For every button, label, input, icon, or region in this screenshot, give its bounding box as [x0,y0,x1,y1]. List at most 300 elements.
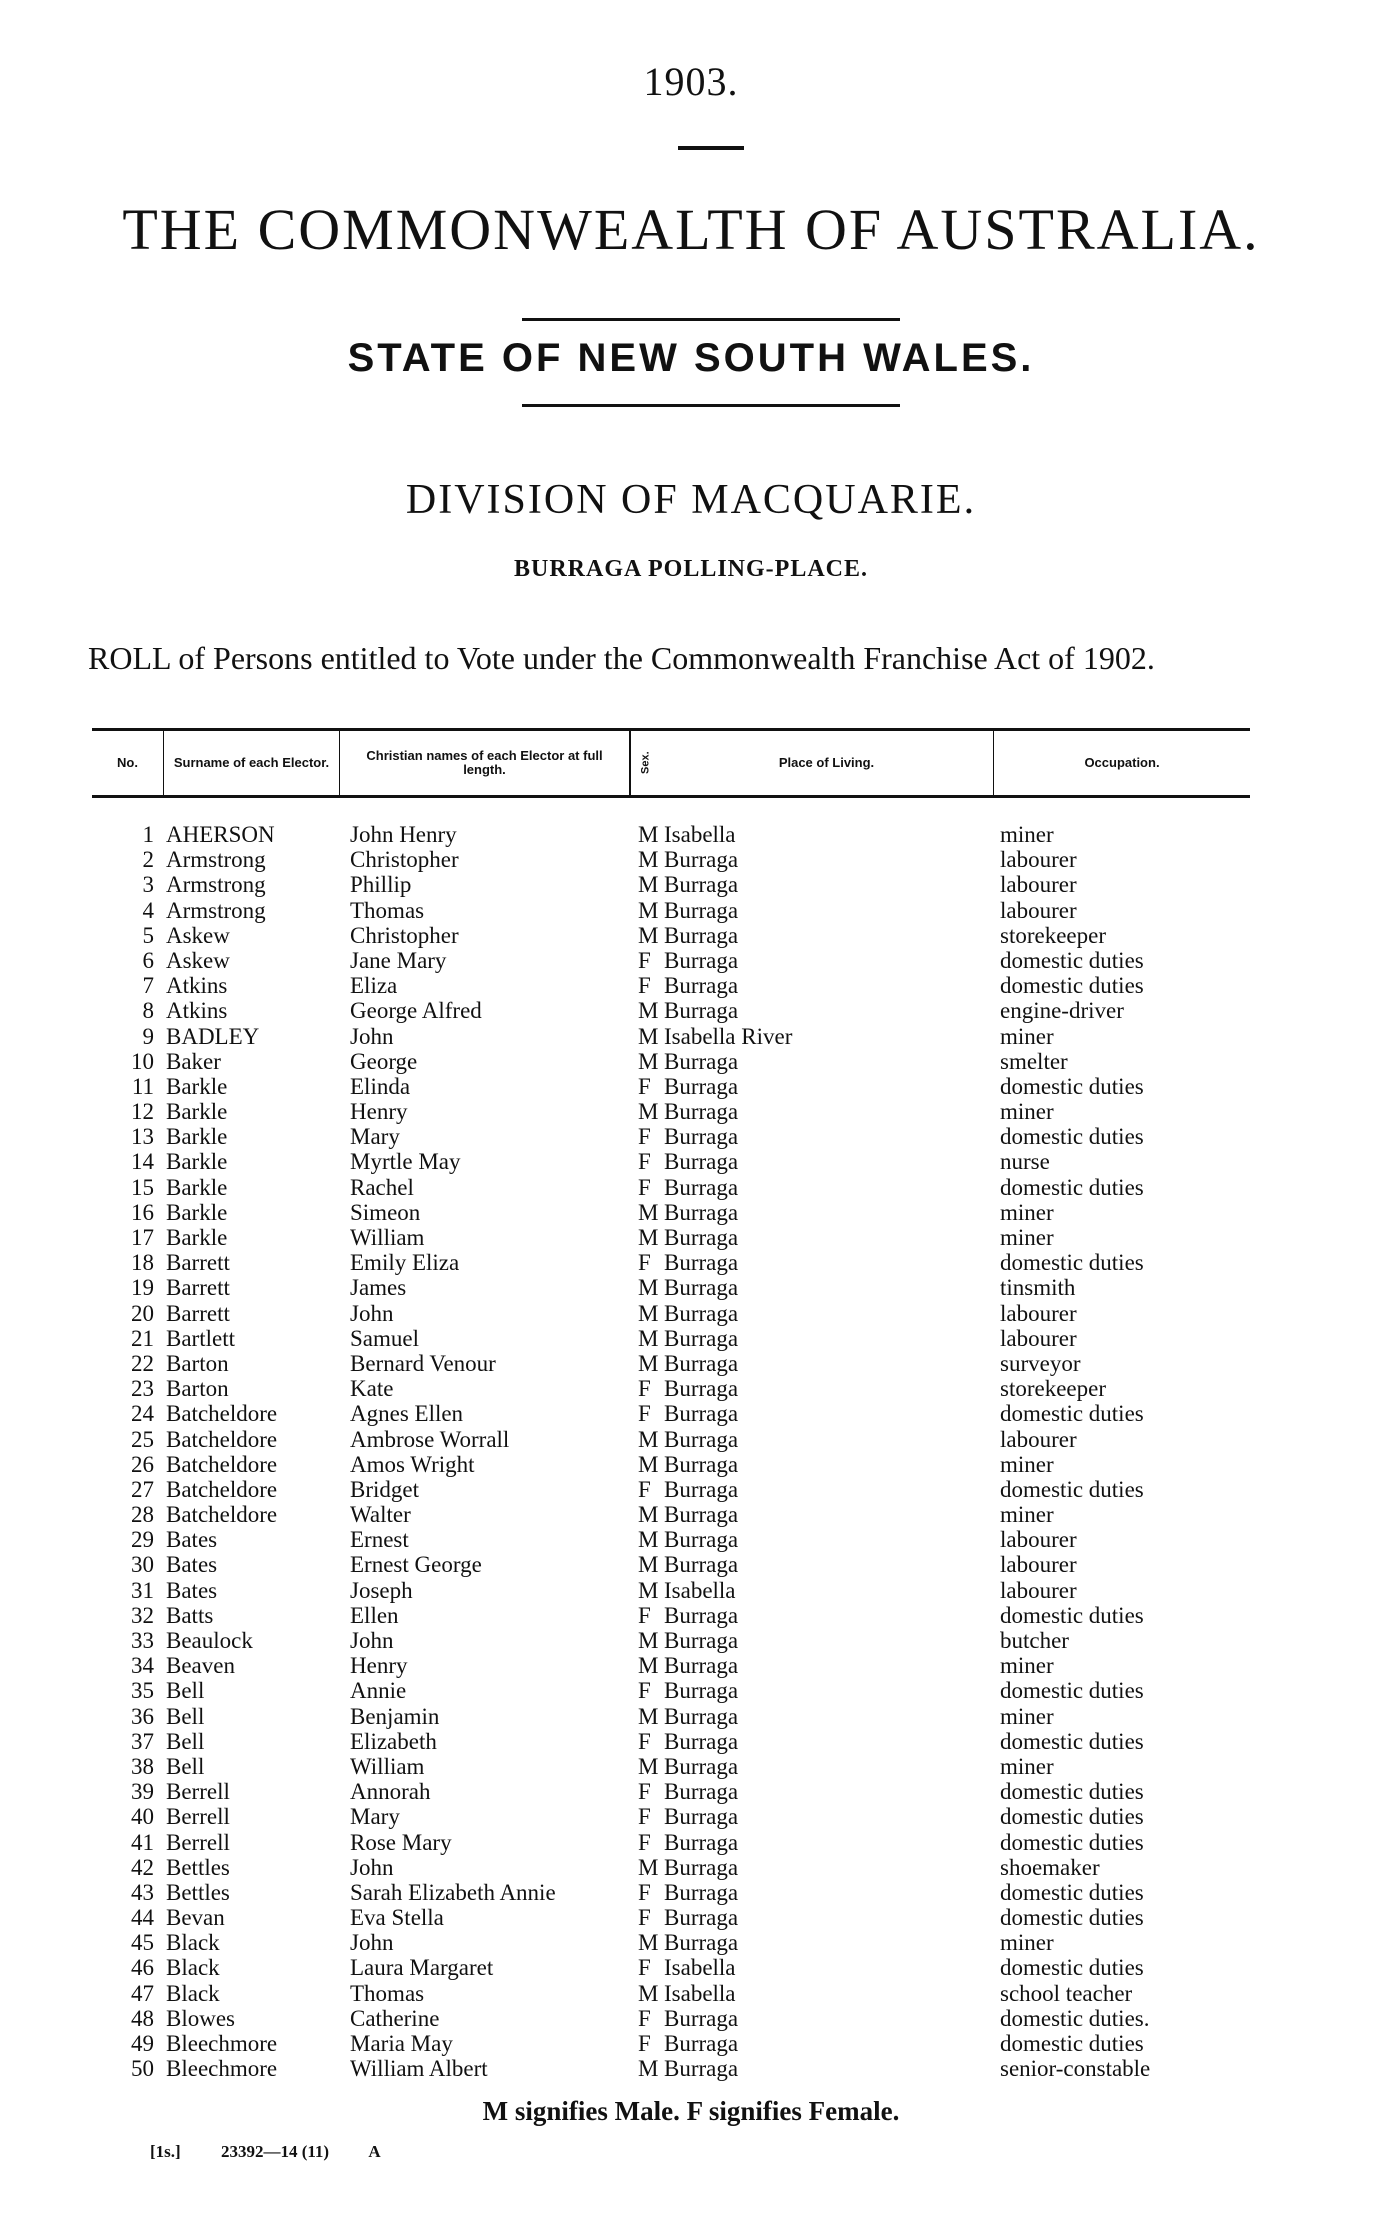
roll-title: ROLL of Persons entitled to Vote under the Commonwealth Franchise Act of 1902. [88,640,1155,676]
christian-names-cell: Agnes Ellen [350,1401,464,1427]
row-number-cell: 18 [131,1250,154,1276]
surname-cell: Barrett [166,1300,230,1326]
christian-names-cell: Ernest George [350,1552,482,1578]
place-of-living-cell: Burraga [664,1804,739,1830]
row-number-cell: 27 [131,1476,154,1502]
job-number: 23392—14 (11) [220,2142,330,2161]
occupation-cell: miner [1000,1930,1054,1956]
place-of-living-cell: Burraga [664,1905,739,1931]
table-row [92,1225,1250,1250]
christian-names-cell: Benjamin [350,1703,440,1729]
occupation-cell: miner [1000,1225,1054,1250]
christian-names-cell: Henry [350,1099,408,1125]
occupation-cell: storekeeper [1000,922,1106,948]
surname-cell: Barton [166,1350,229,1376]
christian-names-cell: Jane Mary [350,947,447,973]
occupation-cell: domestic duties [1000,1073,1144,1099]
row-number-cell: 4 [142,897,154,923]
surname-cell: AHERSON [166,822,275,847]
occupation-cell: miner [1000,1653,1054,1679]
table-row [92,2031,1250,2056]
row-number-cell: 12 [131,1099,154,1125]
christian-names-cell: Christopher [350,922,459,948]
row-number-cell: 6 [142,947,154,973]
table-row [92,1024,1250,1049]
place-of-living-cell: Burraga [664,1048,739,1074]
place-of-living-cell: Burraga [664,1476,739,1502]
christian-names-cell: Amos Wright [350,1451,475,1477]
sex-cell: M [638,1552,659,1578]
surname-cell: Bleechmore [166,2056,278,2082]
row-number-cell: 8 [142,998,154,1024]
row-number-cell: 46 [131,1955,154,1981]
row-number-cell: 35 [131,1678,154,1704]
sex-cell: M [638,1048,659,1074]
surname-cell: Askew [166,947,230,973]
place-of-living-cell: Burraga [664,872,739,898]
sex-cell: M [638,1527,659,1553]
occupation-cell: miner [1000,1099,1054,1125]
sex-cell: M [638,1628,659,1653]
printer-imprint [150,2142,417,2162]
surname-cell: Bettles [166,1854,230,1880]
christian-names-cell: George Alfred [350,998,482,1024]
christian-names-cell: Henry [350,1653,408,1679]
occupation-cell: labourer [1000,847,1077,873]
christian-names-cell: Thomas [350,1980,425,2006]
christian-names-cell: John Henry [350,822,457,847]
sex-cell: M [638,1426,659,1452]
row-number-cell: 15 [131,1174,154,1200]
occupation-cell: labourer [1000,1325,1077,1351]
table-row [92,1477,1250,1502]
row-number-cell: 20 [131,1300,154,1326]
row-number-cell: 34 [131,1653,154,1679]
sex-cell: F [638,1174,651,1200]
sheet-letter: A [368,2142,381,2161]
surname-cell: Barkle [166,1174,228,1200]
row-number-cell: 14 [131,1149,154,1175]
christian-names-cell: John [350,1854,394,1880]
sex-cell: F [638,1376,651,1402]
christian-names-cell: Rachel [350,1174,414,1200]
surname-cell: Blowes [166,2005,235,2031]
division-title: DIVISION OF MACQUARIE. [405,477,977,523]
christian-names-cell: Maria May [350,2031,453,2056]
surname-cell: Black [166,1980,220,2006]
occupation-cell: labourer [1000,1552,1077,1578]
place-of-living-cell: Burraga [664,1225,739,1250]
sex-cell: F [638,1678,651,1704]
christian-names-cell: Laura Margaret [350,1955,494,1981]
table-row [92,1049,1250,1074]
place-of-living-cell: Burraga [664,1653,739,1679]
row-number-cell: 24 [131,1401,154,1427]
place-of-living-cell: Burraga [664,1325,739,1351]
place-of-living-cell: Burraga [664,973,739,999]
col-header-sex: Sex. [630,731,660,795]
col-header-occupation: Occupation. [1084,754,1160,770]
occupation-cell: labourer [1000,1527,1077,1553]
sex-cell: M [638,922,659,948]
place-of-living-cell: Burraga [664,1401,739,1427]
place-of-living-cell: Burraga [664,2005,739,2031]
table-row [92,973,1250,998]
christian-names-cell: William Albert [350,2056,488,2082]
occupation-cell: domestic duties [1000,1174,1144,1200]
row-number-cell: 47 [131,1980,154,2006]
table-row [92,1301,1250,1326]
surname-cell: Bartlett [166,1325,235,1351]
place-of-living-cell: Isabella [664,1955,736,1981]
row-number-cell: 41 [131,1829,154,1855]
christian-names-cell: Walter [350,1502,411,1528]
place-of-living-cell: Burraga [664,1099,739,1125]
polling-place-title: BURRAGA POLLING-PLACE. [513,556,869,582]
sex-cell: F [638,1955,651,1981]
sex-cell: F [638,1149,651,1175]
surname-cell: Black [166,1955,220,1981]
surname-cell: Armstrong [166,872,266,898]
occupation-cell: labourer [1000,897,1077,923]
row-number-cell: 21 [131,1325,154,1351]
divider-rule [678,146,744,150]
sex-cell: F [638,1829,651,1855]
christian-names-cell: George [350,1048,418,1074]
row-number-cell: 29 [131,1527,154,1553]
sex-cell: M [638,1854,659,1880]
table-row [92,1149,1250,1174]
table-row [92,1905,1250,1930]
place-of-living-cell: Isabella [664,1980,736,2006]
table-row [92,1653,1250,1678]
table-row [92,948,1250,973]
christian-names-cell: Ambrose Worrall [350,1426,510,1452]
christian-names-cell: Ellen [350,1602,399,1628]
surname-cell: Bettles [166,1879,230,1905]
place-of-living-cell: Burraga [664,1376,739,1402]
surname-cell: Berrell [166,1779,230,1805]
occupation-cell: domestic duties [1000,947,1144,973]
table-row [92,1930,1250,1955]
place-of-living-cell: Burraga [664,947,739,973]
sex-cell: M [638,1325,659,1351]
table-row [92,1452,1250,1477]
sex-cell: M [638,1653,659,1679]
christian-names-cell: Christopher [350,847,459,873]
surname-cell: BADLEY [166,1023,260,1049]
row-number-cell: 23 [131,1376,154,1402]
table-row [92,1704,1250,1729]
occupation-cell: labourer [1000,1300,1077,1326]
christian-names-cell: Samuel [350,1325,419,1351]
row-number-cell: 17 [131,1225,154,1250]
place-of-living-cell: Burraga [664,1703,739,1729]
place-of-living-cell: Burraga [664,847,739,873]
surname-cell: Barkle [166,1225,228,1250]
sex-legend-note: M signifies Male. F signifies Female. [482,2096,900,2126]
place-of-living-cell: Isabella [664,1577,736,1603]
table-row [92,1804,1250,1829]
sex-cell: F [638,1779,651,1805]
occupation-cell: school teacher [1000,1980,1133,2006]
place-of-living-cell: Burraga [664,1124,739,1150]
sex-cell: M [638,897,659,923]
surname-cell: Batcheldore [166,1502,278,1528]
table-row [92,1981,1250,2006]
place-of-living-cell: Burraga [664,1728,739,1754]
row-number-cell: 11 [131,1073,154,1099]
sex-cell: M [638,1275,659,1301]
christian-names-cell: Bernard Venour [350,1350,496,1376]
christian-names-cell: Kate [350,1376,394,1402]
table-row [92,1074,1250,1099]
row-number-cell: 33 [131,1628,154,1653]
christian-names-cell: John [350,1300,394,1326]
surname-cell: Bell [166,1703,205,1729]
place-of-living-cell: Burraga [664,2056,739,2082]
sex-cell: M [638,1502,659,1528]
surname-cell: Berrell [166,1804,230,1830]
sex-cell: M [638,1300,659,1326]
occupation-cell: domestic duties [1000,1250,1144,1276]
row-number-cell: 25 [131,1426,154,1452]
place-of-living-cell: Burraga [664,1149,739,1175]
row-number-cell: 48 [131,2005,154,2031]
surname-cell: Barkle [166,1149,228,1175]
sex-cell: M [638,1577,659,1603]
table-row [92,2056,1250,2081]
sex-cell: M [638,1199,659,1225]
christian-names-cell: John [350,1930,394,1956]
row-number-cell: 16 [131,1199,154,1225]
table-row [92,872,1250,897]
sex-cell: M [638,998,659,1024]
col-header-no: No. [92,731,164,795]
occupation-cell: shoemaker [1000,1854,1100,1880]
place-of-living-cell: Burraga [664,1350,739,1376]
row-number-cell: 45 [131,1930,154,1956]
surname-cell: Baker [166,1048,221,1074]
christian-names-cell: James [350,1275,407,1301]
table-row [92,898,1250,923]
christian-names-cell: Elinda [350,1073,411,1099]
sex-cell: M [638,822,659,847]
place-of-living-cell: Burraga [664,1628,739,1653]
surname-cell: Barrett [166,1250,230,1276]
christian-names-cell: William [350,1753,425,1779]
surname-cell: Bell [166,1728,205,1754]
table-row [92,1326,1250,1351]
sex-cell: F [638,1124,651,1150]
sex-cell: F [638,1401,651,1427]
row-number-cell: 49 [131,2031,154,2056]
occupation-cell: domestic duties [1000,1779,1144,1805]
place-of-living-cell: Burraga [664,1829,739,1855]
table-row [92,1200,1250,1225]
printer-code: [1s.] [150,2142,181,2161]
row-number-cell: 3 [142,872,154,898]
row-number-cell: 36 [131,1703,154,1729]
christian-names-cell: John [350,1023,394,1049]
place-of-living-cell: Burraga [664,2031,739,2056]
surname-cell: Armstrong [166,897,266,923]
table-row [92,1099,1250,1124]
occupation-cell: surveyor [1000,1350,1081,1376]
place-of-living-cell: Burraga [664,1678,739,1704]
occupation-cell: domestic duties [1000,1476,1144,1502]
table-row [92,923,1250,948]
table-row [92,998,1250,1023]
table-row [92,1955,1250,1980]
row-number-cell: 19 [131,1275,154,1301]
place-of-living-cell: Burraga [664,1879,739,1905]
christian-names-cell: Mary [350,1804,400,1830]
table-row [92,1678,1250,1703]
occupation-cell: domestic duties [1000,1905,1144,1931]
surname-cell: Bleechmore [166,2031,278,2056]
christian-names-cell: John [350,1628,394,1653]
sex-cell: M [638,1703,659,1729]
row-number-cell: 13 [131,1124,154,1150]
place-of-living-cell: Burraga [664,897,739,923]
surname-cell: Black [166,1930,220,1956]
table-row [92,1124,1250,1149]
christian-names-cell: Myrtle May [350,1149,461,1175]
christian-names-cell: Eliza [350,973,398,999]
occupation-cell: miner [1000,1023,1054,1049]
occupation-cell: domestic duties [1000,1678,1144,1704]
row-number-cell: 31 [131,1577,154,1603]
place-of-living-cell: Burraga [664,1930,739,1956]
row-number-cell: 44 [131,1905,154,1931]
place-of-living-cell: Isabella River [664,1023,793,1049]
occupation-cell: labourer [1000,872,1077,898]
table-row [92,1754,1250,1779]
table-row [92,1603,1250,1628]
occupation-cell: labourer [1000,1577,1077,1603]
christian-names-cell: William [350,1225,425,1250]
christian-names-cell: Joseph [350,1577,413,1603]
christian-names-cell: Bridget [350,1476,419,1502]
place-of-living-cell: Isabella [664,822,736,847]
row-number-cell: 32 [131,1602,154,1628]
occupation-cell: smelter [1000,1048,1068,1074]
surname-cell: Bell [166,1678,205,1704]
table-row [92,1275,1250,1300]
sex-cell: F [638,1879,651,1905]
table-row [92,2006,1250,2031]
place-of-living-cell: Burraga [664,1779,739,1805]
table-row [92,1830,1250,1855]
sex-cell: F [638,1073,651,1099]
table-row [92,1502,1250,1527]
row-number-cell: 50 [131,2056,154,2082]
table-row [92,1552,1250,1577]
table-row [92,847,1250,872]
occupation-cell: miner [1000,1753,1054,1779]
table-row [92,1351,1250,1376]
occupation-cell: butcher [1000,1628,1069,1653]
place-of-living-cell: Burraga [664,922,739,948]
occupation-cell: domestic duties [1000,1602,1144,1628]
sex-cell: F [638,2031,651,2056]
place-of-living-cell: Burraga [664,1174,739,1200]
sex-cell: M [638,1225,659,1250]
occupation-cell: senior-constable [1000,2056,1151,2082]
occupation-cell: engine-driver [1000,998,1124,1024]
main-title: THE COMMONWEALTH OF AUSTRALIA. [122,197,1260,262]
christian-names-cell: Emily Eliza [350,1250,460,1276]
christian-names-cell: Eva Stella [350,1905,444,1931]
sex-cell: F [638,1728,651,1754]
row-number-cell: 40 [131,1804,154,1830]
surname-cell: Askew [166,922,230,948]
elector-list [92,822,1250,2081]
surname-cell: Barkle [166,1099,228,1125]
row-number-cell: 37 [131,1728,154,1754]
place-of-living-cell: Burraga [664,1426,739,1452]
table-row [92,1175,1250,1200]
place-of-living-cell: Burraga [664,1300,739,1326]
surname-cell: Batcheldore [166,1401,278,1427]
surname-cell: Bates [166,1527,218,1553]
sex-cell: M [638,872,659,898]
surname-cell: Beaven [166,1653,235,1679]
occupation-cell: nurse [1000,1149,1050,1175]
surname-cell: Batcheldore [166,1426,278,1452]
surname-cell: Bevan [166,1905,225,1931]
christian-names-cell: Elizabeth [350,1728,437,1754]
surname-cell: Barkle [166,1124,228,1150]
occupation-cell: tinsmith [1000,1275,1076,1301]
surname-cell: Bates [166,1552,218,1578]
place-of-living-cell: Burraga [664,1527,739,1553]
surname-cell: Batcheldore [166,1451,278,1477]
occupation-cell: miner [1000,1703,1054,1729]
surname-cell: Berrell [166,1829,230,1855]
table-row [92,1578,1250,1603]
row-number-cell: 2 [142,847,154,873]
sex-cell: M [638,847,659,873]
row-number-cell: 22 [131,1350,154,1376]
sex-cell: F [638,947,651,973]
place-of-living-cell: Burraga [664,1602,739,1628]
sex-cell: F [638,1602,651,1628]
sex-cell: M [638,1980,659,2006]
surname-cell: Barkle [166,1199,228,1225]
surname-cell: Bates [166,1577,218,1603]
row-number-cell: 42 [131,1854,154,1880]
christian-names-cell: Mary [350,1124,400,1150]
table-row [92,1527,1250,1552]
place-of-living-cell: Burraga [664,1073,739,1099]
table-row [92,1376,1250,1401]
divider-rule [522,404,900,407]
surname-cell: Batts [166,1602,214,1628]
place-of-living-cell: Burraga [664,1854,739,1880]
place-of-living-cell: Burraga [664,1199,739,1225]
occupation-cell: domestic duties [1000,1728,1144,1754]
occupation-cell: miner [1000,1451,1054,1477]
table-row [92,1628,1250,1653]
year-heading: 1903. [643,59,739,104]
place-of-living-cell: Burraga [664,1451,739,1477]
occupation-cell: domestic duties [1000,2031,1144,2056]
surname-cell: Barton [166,1376,229,1402]
sex-cell: M [638,1350,659,1376]
row-number-cell: 10 [131,1048,154,1074]
